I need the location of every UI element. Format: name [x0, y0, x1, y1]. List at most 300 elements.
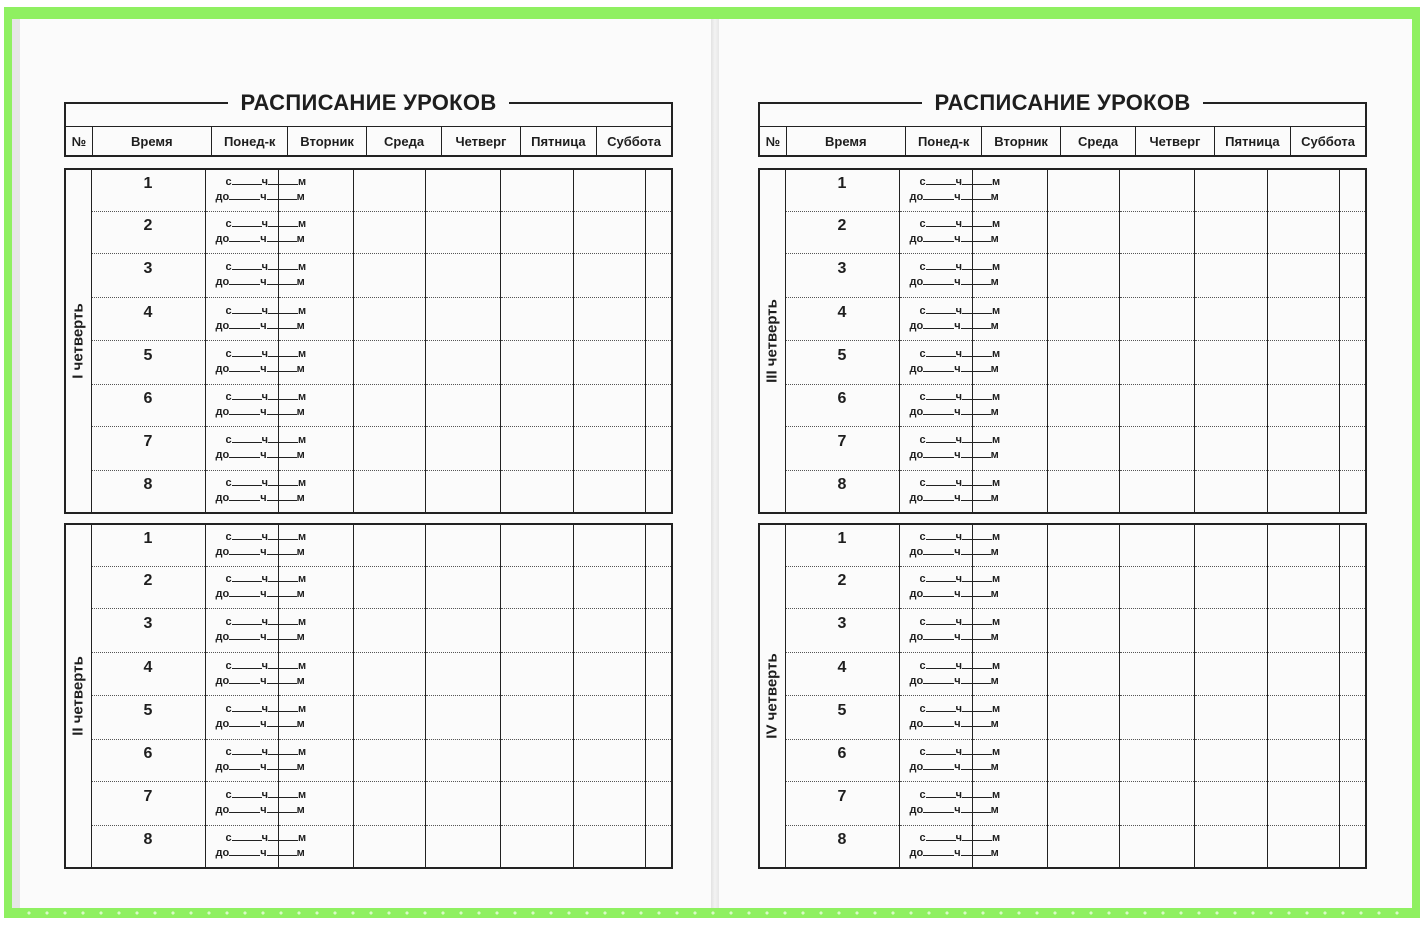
time-hours-label: ч — [955, 391, 963, 403]
time-from-label: с — [225, 261, 232, 273]
time-minutes-label: м — [990, 718, 999, 730]
lesson-time-field[interactable] — [205, 253, 307, 297]
lesson-subject-cell[interactable] — [500, 340, 573, 384]
lesson-row — [759, 524, 1366, 566]
time-from-label: с — [919, 477, 926, 490]
lesson-subject-cell[interactable] — [1119, 566, 1194, 608]
lesson-subject-cell[interactable] — [425, 384, 500, 426]
time-from-label: с — [919, 218, 926, 230]
time-from-label: с — [225, 746, 232, 758]
lesson-subject-cell[interactable] — [1194, 825, 1267, 868]
lesson-subject-cell[interactable] — [1267, 781, 1339, 825]
lesson-subject-cell[interactable] — [1119, 297, 1194, 340]
time-hours-label: ч — [261, 176, 269, 189]
lesson-subject-cell[interactable] — [645, 652, 672, 695]
lesson-subject-cell[interactable] — [645, 695, 672, 739]
lesson-subject-cell[interactable] — [425, 566, 500, 608]
lesson-subject-cell[interactable] — [1119, 652, 1194, 695]
lesson-subject-cell[interactable] — [425, 426, 500, 470]
time-from-label: с — [919, 391, 926, 403]
time-minutes-label: м — [990, 406, 999, 418]
lesson-subject-cell[interactable] — [1047, 608, 1119, 652]
time-hours-label: ч — [955, 261, 963, 273]
lesson-number — [785, 340, 899, 384]
lesson-subject-cell[interactable] — [353, 297, 425, 340]
lesson-time-field[interactable] — [205, 297, 307, 340]
lesson-subject-cell[interactable] — [573, 297, 645, 340]
lesson-subject-cell[interactable] — [353, 253, 425, 297]
time-hours-label: ч — [955, 703, 963, 715]
lesson-number-text: 6 — [143, 390, 153, 407]
lesson-subject-cell[interactable] — [500, 384, 573, 426]
lesson-time-field[interactable] — [899, 426, 1001, 470]
lesson-subject-cell[interactable] — [1339, 825, 1366, 868]
lesson-time-field[interactable] — [205, 825, 307, 868]
lesson-time-field[interactable] — [899, 825, 1001, 868]
lesson-time-field[interactable] — [205, 169, 307, 211]
column-header: Среда — [366, 127, 441, 157]
lesson-subject-cell[interactable] — [645, 169, 672, 211]
lesson-subject-cell[interactable] — [353, 825, 425, 868]
lesson-subject-cell[interactable] — [1047, 781, 1119, 825]
lesson-number-text: 2 — [143, 572, 153, 589]
lesson-subject-cell[interactable] — [1047, 739, 1119, 781]
lesson-subject-cell[interactable] — [1194, 739, 1267, 781]
lesson-subject-cell[interactable] — [573, 825, 645, 868]
lesson-subject-cell[interactable] — [500, 169, 573, 211]
lesson-subject-cell[interactable] — [1119, 169, 1194, 211]
lesson-subject-cell[interactable] — [425, 211, 500, 253]
time-minutes-label: м — [296, 492, 305, 505]
lesson-subject-cell[interactable] — [645, 739, 672, 781]
time-hours-label: ч — [955, 616, 963, 628]
lesson-subject-cell[interactable] — [1047, 253, 1119, 297]
lesson-subject-cell[interactable] — [500, 211, 573, 253]
lesson-subject-cell[interactable] — [353, 652, 425, 695]
lesson-subject-cell[interactable] — [1339, 524, 1366, 566]
lesson-subject-cell[interactable] — [645, 608, 672, 652]
lesson-subject-cell[interactable] — [1194, 253, 1267, 297]
lesson-subject-cell[interactable] — [353, 384, 425, 426]
time-hours-label: ч — [260, 492, 267, 505]
time-hours-label: ч — [260, 588, 267, 600]
lesson-time-field[interactable] — [899, 524, 1001, 566]
lesson-row — [759, 739, 1366, 781]
lesson-subject-cell[interactable] — [1194, 470, 1267, 513]
time-minutes-label: м — [990, 588, 999, 600]
lesson-subject-cell[interactable] — [1267, 524, 1339, 566]
lesson-subject-cell[interactable] — [1267, 426, 1339, 470]
time-from-label: с — [225, 531, 232, 544]
lesson-subject-cell[interactable] — [573, 169, 645, 211]
time-minutes-label: м — [298, 789, 307, 801]
time-to-label: до — [909, 319, 924, 332]
time-hours-label: ч — [954, 718, 961, 730]
lesson-subject-cell[interactable] — [425, 781, 500, 825]
lesson-subject-cell[interactable] — [1047, 652, 1119, 695]
lesson-subject-cell[interactable] — [500, 825, 573, 868]
lesson-subject-cell[interactable] — [353, 340, 425, 384]
lesson-subject-cell[interactable] — [1047, 211, 1119, 253]
time-minutes-label: м — [992, 304, 1001, 317]
time-minutes-label: м — [298, 659, 307, 672]
lesson-subject-cell[interactable] — [1194, 297, 1267, 340]
time-hours-label: ч — [954, 588, 961, 600]
lesson-subject-cell[interactable] — [1339, 253, 1366, 297]
lesson-subject-cell[interactable] — [1267, 825, 1339, 868]
lesson-number-text: 8 — [837, 476, 847, 494]
lesson-subject-cell[interactable] — [1047, 695, 1119, 739]
lesson-subject-cell[interactable] — [353, 739, 425, 781]
lesson-subject-cell[interactable] — [1339, 608, 1366, 652]
time-hours-label: ч — [261, 832, 269, 845]
lesson-time-field[interactable] — [205, 652, 307, 695]
lesson-time-field[interactable] — [899, 340, 1001, 384]
lesson-subject-cell[interactable] — [1194, 169, 1267, 211]
lesson-subject-cell[interactable] — [573, 781, 645, 825]
quarter-label-cell — [759, 169, 785, 513]
lesson-subject-cell[interactable] — [573, 566, 645, 608]
lesson-subject-cell[interactable] — [1267, 739, 1339, 781]
lesson-number-text: 3 — [837, 260, 847, 277]
lesson-subject-cell[interactable] — [1119, 211, 1194, 253]
time-minutes-label: м — [992, 348, 1001, 360]
lesson-subject-cell[interactable] — [1339, 470, 1366, 513]
lesson-time-field[interactable] — [899, 652, 1001, 695]
lesson-subject-cell[interactable] — [1267, 566, 1339, 608]
lesson-number — [785, 695, 899, 739]
lesson-time-field[interactable] — [205, 524, 307, 566]
time-minutes-label: м — [990, 319, 999, 332]
lesson-subject-cell[interactable] — [573, 253, 645, 297]
column-header: Вторник — [288, 127, 366, 157]
lesson-subject-cell[interactable] — [645, 470, 672, 513]
lesson-subject-cell[interactable] — [500, 524, 573, 566]
lesson-subject-cell[interactable] — [645, 340, 672, 384]
lesson-subject-cell[interactable] — [1047, 470, 1119, 513]
time-to-label: до — [215, 761, 230, 773]
time-minutes-label: м — [298, 176, 307, 189]
lesson-time-field[interactable] — [899, 608, 1001, 652]
lesson-subject-cell[interactable] — [1267, 470, 1339, 513]
lesson-time-field[interactable] — [205, 608, 307, 652]
lesson-time-field[interactable] — [205, 340, 307, 384]
time-from-label: с — [225, 176, 232, 189]
lesson-subject-cell[interactable] — [500, 253, 573, 297]
lesson-subject-cell[interactable] — [1267, 608, 1339, 652]
lesson-subject-cell[interactable] — [1267, 169, 1339, 211]
lesson-row — [759, 211, 1366, 253]
lesson-number-text: 7 — [837, 788, 847, 805]
lesson-time-field[interactable] — [899, 211, 1001, 253]
time-to-label: до — [215, 492, 230, 505]
time-hours-label: ч — [955, 434, 963, 446]
lesson-subject-cell[interactable] — [1267, 695, 1339, 739]
lesson-subject-cell[interactable] — [1119, 695, 1194, 739]
lesson-subject-cell[interactable] — [500, 470, 573, 513]
lesson-subject-cell[interactable] — [1194, 652, 1267, 695]
lesson-subject-cell[interactable] — [1339, 384, 1366, 426]
time-minutes-label: м — [990, 191, 999, 204]
lesson-subject-cell[interactable] — [1119, 470, 1194, 513]
lesson-subject-cell[interactable] — [573, 524, 645, 566]
lesson-subject-cell[interactable] — [645, 384, 672, 426]
lesson-subject-cell[interactable] — [353, 211, 425, 253]
quarter-table — [64, 168, 673, 514]
time-minutes-label: м — [296, 761, 305, 773]
lesson-number — [91, 524, 205, 566]
lesson-subject-cell[interactable] — [425, 524, 500, 566]
lesson-subject-cell[interactable] — [425, 695, 500, 739]
lesson-subject-cell[interactable] — [353, 169, 425, 211]
lesson-subject-cell[interactable] — [425, 169, 500, 211]
lesson-time-field[interactable] — [899, 566, 1001, 608]
lesson-subject-cell[interactable] — [353, 470, 425, 513]
lesson-row — [65, 426, 672, 470]
time-hours-label: ч — [955, 531, 963, 544]
lesson-subject-cell[interactable] — [645, 211, 672, 253]
time-hours-label: ч — [261, 218, 269, 230]
column-header: Суббота — [597, 127, 672, 157]
lesson-time-field[interactable] — [205, 695, 307, 739]
time-minutes-label: м — [296, 449, 305, 461]
lesson-subject-cell[interactable] — [1119, 340, 1194, 384]
lesson-number-text: 5 — [837, 347, 847, 364]
time-to-label: до — [215, 449, 230, 461]
lesson-number — [91, 652, 205, 695]
time-minutes-label: м — [992, 659, 1001, 672]
lesson-subject-cell[interactable] — [425, 340, 500, 384]
lesson-row — [65, 695, 672, 739]
lesson-subject-cell[interactable] — [1047, 384, 1119, 426]
time-from-label: с — [919, 746, 926, 758]
lesson-subject-cell[interactable] — [1119, 608, 1194, 652]
lesson-number-text: 3 — [143, 260, 153, 277]
lesson-subject-cell[interactable] — [1194, 384, 1267, 426]
lesson-subject-cell[interactable] — [1119, 384, 1194, 426]
lesson-subject-cell[interactable] — [1267, 652, 1339, 695]
column-header: Понед-к — [906, 127, 982, 157]
lesson-time-field[interactable] — [205, 470, 307, 513]
lesson-number — [91, 566, 205, 608]
column-header: Вторник — [982, 127, 1060, 157]
lesson-subject-cell[interactable] — [425, 470, 500, 513]
time-hours-label: ч — [954, 449, 961, 461]
lesson-subject-cell[interactable] — [573, 211, 645, 253]
lesson-subject-cell[interactable] — [353, 608, 425, 652]
lesson-number-text: 8 — [837, 831, 847, 849]
time-hours-label: ч — [260, 319, 267, 332]
lesson-time-field[interactable] — [899, 169, 1001, 211]
lesson-subject-cell[interactable] — [1047, 825, 1119, 868]
lesson-subject-cell[interactable] — [1119, 739, 1194, 781]
lesson-subject-cell[interactable] — [1267, 211, 1339, 253]
time-hours-label: ч — [261, 391, 269, 403]
lesson-subject-cell[interactable] — [573, 340, 645, 384]
lesson-time-field[interactable] — [899, 253, 1001, 297]
lesson-time-field[interactable] — [205, 739, 307, 781]
lesson-row — [65, 739, 672, 781]
lesson-subject-cell[interactable] — [425, 825, 500, 868]
lesson-row — [65, 608, 672, 652]
time-to-label: до — [215, 406, 230, 418]
lesson-subject-cell[interactable] — [425, 739, 500, 781]
lesson-time-field[interactable] — [899, 781, 1001, 825]
lesson-subject-cell[interactable] — [1119, 253, 1194, 297]
time-hours-label: ч — [955, 477, 963, 490]
lesson-subject-cell[interactable] — [573, 695, 645, 739]
lesson-subject-cell[interactable] — [353, 524, 425, 566]
lesson-row — [65, 297, 672, 340]
lesson-time-field[interactable] — [899, 384, 1001, 426]
lesson-subject-cell[interactable] — [500, 695, 573, 739]
lesson-time-field[interactable] — [205, 566, 307, 608]
lesson-subject-cell[interactable] — [425, 253, 500, 297]
lesson-subject-cell[interactable] — [1194, 340, 1267, 384]
lesson-subject-cell[interactable] — [1194, 211, 1267, 253]
time-minutes-label: м — [992, 391, 1001, 403]
time-minutes-label: м — [992, 531, 1001, 544]
lesson-subject-cell[interactable] — [500, 652, 573, 695]
time-minutes-label: м — [298, 348, 307, 360]
time-minutes-label: м — [298, 304, 307, 317]
lesson-subject-cell[interactable] — [573, 739, 645, 781]
lesson-subject-cell[interactable] — [500, 566, 573, 608]
time-minutes-label: м — [296, 363, 305, 375]
lesson-subject-cell[interactable] — [1339, 211, 1366, 253]
time-minutes-label: м — [298, 434, 307, 446]
lesson-subject-cell[interactable] — [645, 781, 672, 825]
lesson-subject-cell[interactable] — [1267, 253, 1339, 297]
lesson-subject-cell[interactable] — [1339, 426, 1366, 470]
schedule-header — [64, 102, 673, 157]
lesson-subject-cell[interactable] — [1194, 781, 1267, 825]
lesson-subject-cell[interactable] — [500, 739, 573, 781]
quarter-table — [758, 523, 1367, 869]
lesson-subject-cell[interactable] — [1047, 426, 1119, 470]
quarter-label: I четверть — [69, 303, 87, 379]
time-hours-label: ч — [260, 761, 267, 773]
lesson-number — [91, 781, 205, 825]
lesson-subject-cell[interactable] — [1339, 781, 1366, 825]
lesson-row — [759, 825, 1366, 868]
lesson-subject-cell[interactable] — [1339, 340, 1366, 384]
lesson-subject-cell[interactable] — [1267, 340, 1339, 384]
time-to-label: до — [215, 847, 230, 860]
quarter-label-cell — [759, 524, 785, 868]
lesson-subject-cell[interactable] — [500, 426, 573, 470]
time-from-label: с — [225, 477, 232, 490]
lesson-subject-cell[interactable] — [1119, 426, 1194, 470]
time-minutes-label: м — [990, 761, 999, 773]
lesson-subject-cell[interactable] — [1119, 524, 1194, 566]
lesson-subject-cell[interactable] — [425, 297, 500, 340]
lesson-subject-cell[interactable] — [573, 426, 645, 470]
lesson-subject-cell[interactable] — [1047, 524, 1119, 566]
lesson-subject-cell[interactable] — [1047, 297, 1119, 340]
lesson-subject-cell[interactable] — [500, 781, 573, 825]
lesson-time-field[interactable] — [899, 695, 1001, 739]
lesson-subject-cell[interactable] — [425, 652, 500, 695]
lesson-time-field[interactable] — [899, 470, 1001, 513]
time-hours-label: ч — [260, 233, 267, 245]
lesson-subject-cell[interactable] — [1194, 426, 1267, 470]
lesson-subject-cell[interactable] — [645, 524, 672, 566]
lesson-subject-cell[interactable] — [1119, 825, 1194, 868]
lesson-subject-cell[interactable] — [353, 695, 425, 739]
time-hours-label: ч — [260, 718, 267, 730]
lesson-subject-cell[interactable] — [425, 608, 500, 652]
lesson-subject-cell[interactable] — [1267, 297, 1339, 340]
lesson-number — [785, 739, 899, 781]
lesson-subject-cell[interactable] — [353, 781, 425, 825]
lesson-subject-cell[interactable] — [1194, 524, 1267, 566]
lesson-row — [759, 652, 1366, 695]
lesson-subject-cell[interactable] — [573, 608, 645, 652]
lesson-subject-cell[interactable] — [645, 825, 672, 868]
time-from-label: с — [225, 434, 232, 446]
lesson-time-field[interactable] — [899, 739, 1001, 781]
lesson-subject-cell[interactable] — [1339, 297, 1366, 340]
lesson-subject-cell[interactable] — [1194, 695, 1267, 739]
lesson-number-text: 7 — [143, 433, 153, 450]
lesson-subject-cell[interactable] — [573, 384, 645, 426]
lesson-subject-cell[interactable] — [1194, 608, 1267, 652]
lesson-number-text: 7 — [837, 433, 847, 450]
lesson-subject-cell[interactable] — [645, 253, 672, 297]
lesson-subject-cell[interactable] — [353, 566, 425, 608]
column-header: Суббота — [1291, 127, 1366, 157]
lesson-subject-cell[interactable] — [1267, 384, 1339, 426]
lesson-subject-cell[interactable] — [1339, 566, 1366, 608]
lesson-subject-cell[interactable] — [1339, 652, 1366, 695]
lesson-subject-cell[interactable] — [1339, 739, 1366, 781]
lesson-subject-cell[interactable] — [645, 426, 672, 470]
lesson-row — [759, 297, 1366, 340]
lesson-subject-cell[interactable] — [500, 608, 573, 652]
lesson-subject-cell[interactable] — [573, 652, 645, 695]
time-hours-label: ч — [261, 261, 269, 273]
lesson-subject-cell[interactable] — [353, 426, 425, 470]
lesson-subject-cell[interactable] — [645, 566, 672, 608]
lesson-number — [785, 211, 899, 253]
lesson-subject-cell[interactable] — [1339, 169, 1366, 211]
time-to-label: до — [909, 546, 924, 559]
lesson-time-field[interactable] — [205, 384, 307, 426]
time-hours-label: ч — [954, 674, 961, 687]
time-from-label: с — [919, 261, 926, 273]
lesson-subject-cell[interactable] — [573, 470, 645, 513]
time-minutes-label: м — [992, 218, 1001, 230]
lesson-subject-cell[interactable] — [645, 297, 672, 340]
lesson-time-field[interactable] — [205, 426, 307, 470]
time-minutes-label: м — [296, 406, 305, 418]
lesson-subject-cell[interactable] — [1194, 566, 1267, 608]
lesson-subject-cell[interactable] — [1119, 781, 1194, 825]
lesson-time-field[interactable] — [899, 297, 1001, 340]
lesson-subject-cell[interactable] — [1339, 695, 1366, 739]
lesson-time-field[interactable] — [205, 781, 307, 825]
lesson-row — [759, 695, 1366, 739]
quarter-table — [758, 168, 1367, 514]
notebook-spine — [711, 19, 719, 908]
lesson-time-field[interactable] — [205, 211, 307, 253]
lesson-subject-cell[interactable] — [1047, 566, 1119, 608]
lesson-subject-cell[interactable] — [1047, 340, 1119, 384]
time-hours-label: ч — [954, 631, 961, 643]
lesson-subject-cell[interactable] — [500, 297, 573, 340]
lesson-subject-cell[interactable] — [1047, 169, 1119, 211]
